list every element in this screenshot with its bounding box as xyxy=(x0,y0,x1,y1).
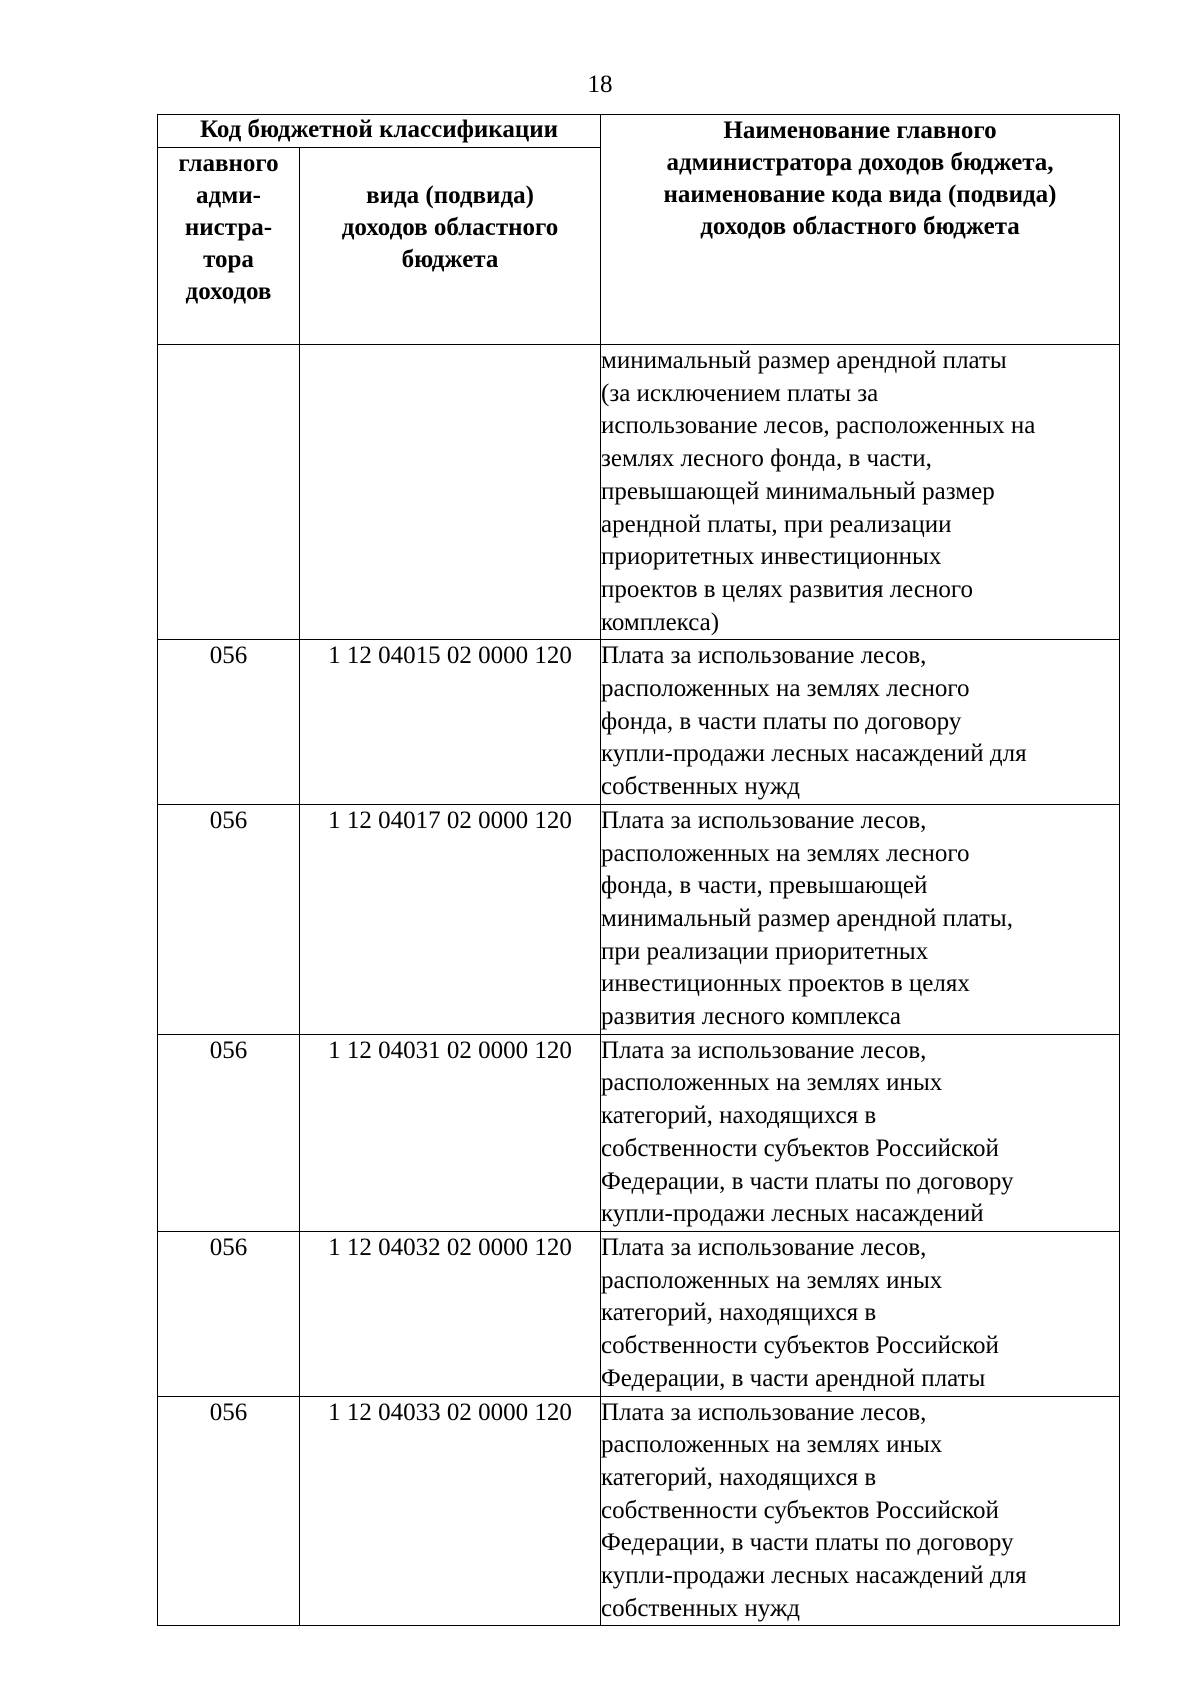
description-line: Федерации, в части платы по договору xyxy=(601,1529,1014,1557)
description-line: приоритетных инвестиционных xyxy=(601,543,942,571)
description-line: Плата за использование лесов, xyxy=(601,1233,927,1261)
header-kind-line: доходов областного xyxy=(341,214,559,241)
description-line: собственных нужд xyxy=(601,1594,800,1622)
description-cell xyxy=(601,804,1120,1034)
description-line: расположенных на землях иных xyxy=(601,1431,943,1459)
header-kind-line: вида (подвида) xyxy=(366,182,534,209)
budget-classification-table xyxy=(157,114,1120,1626)
description-line: фонда, в части, превышающей xyxy=(601,872,928,900)
table-row xyxy=(158,640,1120,805)
description-line: Плата за использование лесов, xyxy=(601,1398,927,1426)
admin-code-cell: 056 xyxy=(158,1231,300,1396)
table-body xyxy=(158,345,1120,1626)
admin-code-cell: 056 xyxy=(158,1034,300,1231)
table-header xyxy=(158,115,1120,345)
description-line: расположенных на землях иных xyxy=(601,1266,943,1294)
table-row xyxy=(158,345,1120,640)
description-line: расположенных на землях лесного xyxy=(601,839,970,867)
header-admin-line: нистра- xyxy=(184,214,273,241)
description-line: Федерации, в части платы по договору xyxy=(601,1167,1014,1195)
description-line: категорий, находящихся в xyxy=(601,1299,877,1327)
header-kind-line: бюджета xyxy=(401,246,499,273)
header-admin-line: доходов xyxy=(185,278,272,305)
description-cell xyxy=(601,640,1120,805)
page-number: 18 xyxy=(587,71,613,98)
table-row xyxy=(158,804,1120,1034)
description-line: превышающей минимальный размер xyxy=(601,477,995,505)
description-cell xyxy=(601,1034,1120,1231)
header-name-line: доходов областного бюджета xyxy=(700,213,1020,240)
header-name-line: администратора доходов бюджета, xyxy=(666,149,1054,176)
admin-code-cell: 056 xyxy=(158,804,300,1034)
description-line: купли-продажи лесных насаждений xyxy=(601,1200,984,1228)
description-line: проектов в целях развития лесного xyxy=(601,575,974,603)
header-name-line: Наименование главного xyxy=(723,117,997,144)
description-line: Плата за использование лесов, xyxy=(601,1036,927,1064)
description-line: категорий, находящихся в xyxy=(601,1463,877,1491)
income-code-cell: 1 12 04015 02 0000 120 xyxy=(300,640,601,805)
description-line: купли-продажи лесных насаждений для xyxy=(601,1562,1027,1590)
description-line: (за исключением платы за xyxy=(601,379,879,407)
description-line: Федерации, в части арендной платы xyxy=(601,1364,986,1392)
income-code-cell: 1 12 04031 02 0000 120 xyxy=(300,1034,601,1231)
description-line: арендной платы, при реализации xyxy=(601,510,952,538)
admin-code-cell: 056 xyxy=(158,640,300,805)
description-cell xyxy=(601,1231,1120,1396)
description-line: Плата за использование лесов, xyxy=(601,806,927,834)
header-admin-line: тора xyxy=(203,246,254,273)
admin-code-cell: 056 xyxy=(158,1396,300,1626)
header-name-line: наименование кода вида (подвида) xyxy=(663,181,1057,208)
description-line: собственных нужд xyxy=(601,773,800,801)
header-budget-code-group: Код бюджетной классификации xyxy=(158,115,601,148)
header-admin-column xyxy=(158,148,300,345)
header-name-column xyxy=(601,115,1120,345)
description-line: категорий, находящихся в xyxy=(601,1102,877,1130)
income-code-cell xyxy=(300,345,601,640)
description-line: собственности субъектов Российской xyxy=(601,1134,999,1162)
header-admin-line: главного xyxy=(178,150,279,177)
description-line: развития лесного комплекса xyxy=(601,1003,901,1031)
header-admin-line: адми- xyxy=(196,182,261,209)
income-code-cell: 1 12 04032 02 0000 120 xyxy=(300,1231,601,1396)
description-line: фонда, в части платы по договору xyxy=(601,707,962,735)
income-code-cell: 1 12 04033 02 0000 120 xyxy=(300,1396,601,1626)
table-row xyxy=(158,1231,1120,1396)
description-line: Плата за использование лесов, xyxy=(601,642,927,670)
description-line: купли-продажи лесных насаждений для xyxy=(601,740,1027,768)
description-cell xyxy=(601,345,1120,640)
table-row xyxy=(158,1396,1120,1626)
description-line: минимальный размер арендной платы xyxy=(601,347,1007,374)
header-kind-column xyxy=(300,148,601,345)
description-line: расположенных на землях иных xyxy=(601,1069,943,1097)
table-row xyxy=(158,1034,1120,1231)
description-line: расположенных на землях лесного xyxy=(601,675,970,703)
admin-code-cell xyxy=(158,345,300,640)
description-line: землях лесного фонда, в части, xyxy=(601,445,932,473)
income-code-cell: 1 12 04017 02 0000 120 xyxy=(300,804,601,1034)
description-line: минимальный размер арендной платы, xyxy=(601,904,1013,932)
description-line: при реализации приоритетных xyxy=(601,937,929,965)
description-line: инвестиционных проектов в целях xyxy=(601,970,970,998)
description-line: комплекса) xyxy=(601,608,720,636)
description-cell xyxy=(601,1396,1120,1626)
description-line: собственности субъектов Российской xyxy=(601,1496,999,1524)
description-line: использование лесов, расположенных на xyxy=(601,412,1036,440)
description-line: собственности субъектов Российской xyxy=(601,1332,999,1360)
